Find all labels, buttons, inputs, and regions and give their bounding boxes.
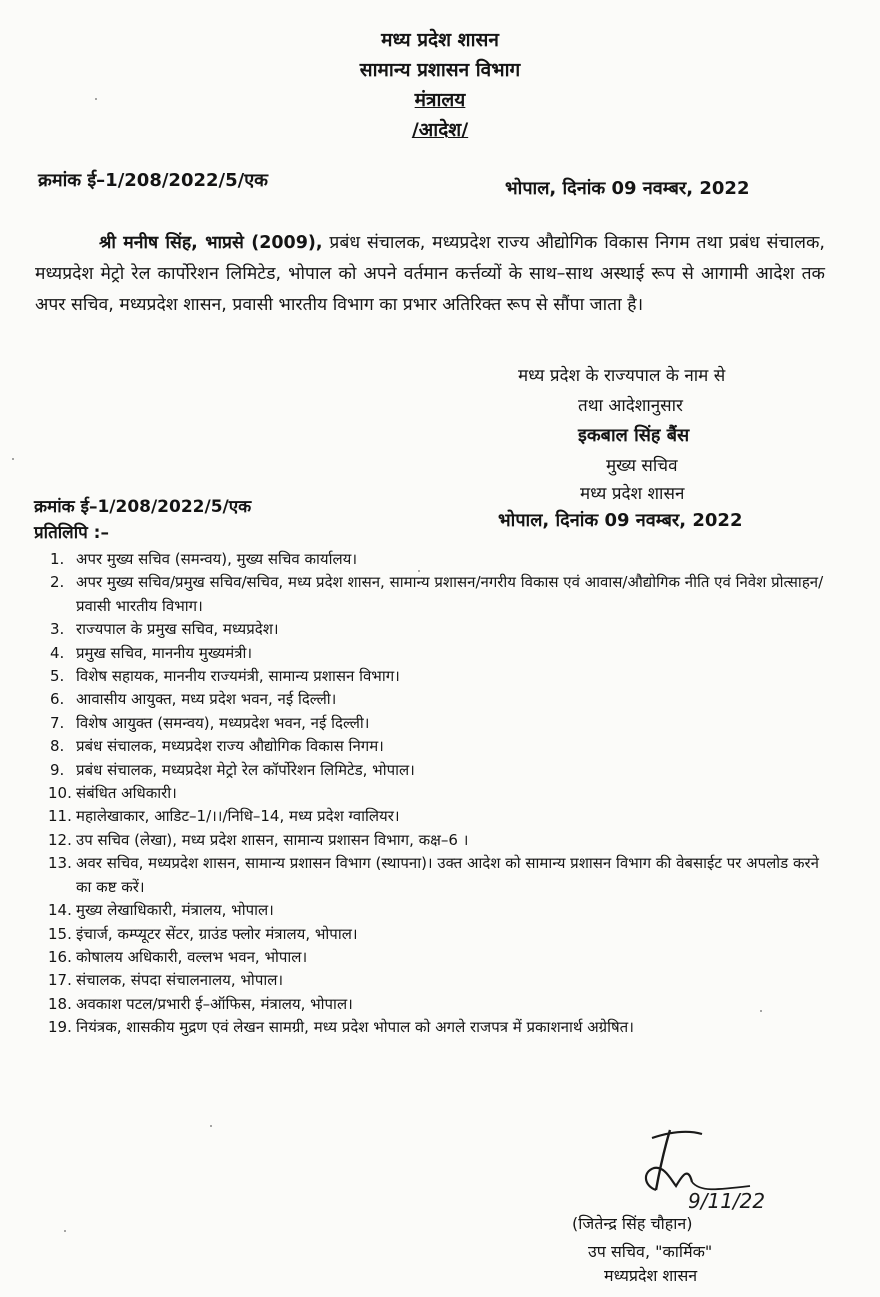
signatory-designation: उप सचिव, "कार्मिक" — [588, 1242, 713, 1261]
order-date: भोपाल, दिनांक 09 नवम्बर, 2022 — [505, 178, 750, 199]
copy-item-text: प्रबंध संचालक, मध्यप्रदेश राज्य औद्योगिक विकास निगम। — [76, 737, 384, 756]
copy-list-item — [38, 688, 828, 711]
scan-speck — [64, 1230, 66, 1232]
copy-list-item — [38, 805, 828, 828]
copy-list-item — [38, 829, 828, 852]
scan-speck — [12, 458, 14, 460]
department-heading: सामान्य प्रशासन विभाग — [359, 59, 521, 81]
copy-item-text: मुख्य लेखाधिकारी, मंत्रालय, भोपाल। — [76, 901, 274, 920]
government-heading: मध्य प्रदेश शासन — [381, 29, 499, 51]
copy-item-text: अपर मुख्य सचिव (समन्वय), मुख्य सचिव कार्यालय। — [76, 550, 358, 568]
copy-item-number: 16. — [48, 947, 72, 966]
copy-item-number: 1. — [50, 550, 65, 568]
signatory-name: (जितेन्द्र सिंह चौहान) — [572, 1214, 693, 1233]
copy-item-text: अपर मुख्य सचिव/प्रमुख सचिव/सचिव, मध्य प्रदेश शासन, सामान्य प्रशासन/नगरीय विकास एवं आवास/औद्योगिक नीति एवं निवेश प्रोत्साहन/प्रवासी भारतीय विभाग। — [76, 573, 824, 615]
scan-speck — [760, 1010, 762, 1012]
copy-item-number: 5. — [50, 667, 65, 686]
order-number: क्रमांक ई–1/208/2022/5/एक — [38, 170, 268, 191]
copy-list-item — [38, 946, 828, 969]
copy-item-number: 18. — [48, 994, 72, 1013]
chief-secretary-name: इकबाल सिंह बैंस — [578, 425, 690, 446]
authority-line-2: तथा आदेशानुसार — [578, 396, 684, 416]
copy-item-text: अवर सचिव, मध्यप्रदेश शासन, सामान्य प्रशासन विभाग (स्थापना)। उक्त आदेश को सामान्य प्रशासन विभाग की वेबसाईट पर अपलोड करने का कष्ट करें। — [76, 854, 819, 896]
copy-item-text: इंचार्ज, कम्प्यूटर सेंटर, ग्राउंड फ्लोर मंत्रालय, भोपाल। — [76, 924, 358, 943]
copy-item-text: प्रमुख सचिव, माननीय मुख्यमंत्री। — [76, 643, 253, 662]
copy-item-number: 10. — [48, 784, 72, 803]
copy-item-text: कोषालय अधिकारी, वल्लभ भवन, भोपाल। — [76, 947, 308, 966]
scan-speck — [418, 570, 420, 572]
copy-heading: प्रतिलिपि :– — [34, 523, 109, 543]
scan-speck — [210, 1125, 212, 1127]
ministry-heading: मंत्रालय — [414, 89, 466, 111]
copy-list-item — [38, 571, 828, 618]
chief-secretary-office: मध्य प्रदेश शासन — [580, 484, 685, 504]
copy-item-number: 2. — [50, 573, 65, 592]
copy-item-text: महालेखाकार, आडिट–1/।।/निधि–14, मध्य प्रदेश ग्वालियर। — [76, 807, 400, 826]
authority-line-1: मध्य प्रदेश के राज्यपाल के नाम से — [518, 366, 726, 386]
copy-item-text: नियंत्रक, शासकीय मुद्रण एवं लेखन सामग्री, मध्य प्रदेश भोपाल को अगले राजपत्र में प्रकाशनार्थ अग्रेषित। — [76, 1018, 634, 1037]
copy-item-number: 14. — [48, 901, 72, 920]
copy-list-item — [38, 899, 828, 922]
copy-list-item — [38, 759, 828, 782]
copy-date: भोपाल, दिनांक 09 नवम्बर, 2022 — [498, 510, 743, 531]
copy-item-number: 17. — [48, 971, 72, 990]
copy-item-text: आवासीय आयुक्त, मध्य प्रदेश भवन, नई दिल्ली। — [76, 690, 337, 709]
copy-item-number: 4. — [50, 643, 65, 662]
copy-list — [38, 548, 828, 1040]
copy-item-text: संचालक, संपदा संचालनालय, भोपाल। — [76, 971, 284, 990]
copy-item-number: 13. — [48, 854, 72, 873]
copy-list-item — [38, 642, 828, 665]
copy-list-item — [38, 993, 828, 1016]
copy-list-item — [38, 618, 828, 641]
copy-item-text: अवकाश पटल/प्रभारी ई–ऑफिस, मंत्रालय, भोपाल। — [76, 994, 353, 1013]
copy-item-text: विशेष सहायक, माननीय राज्यमंत्री, सामान्य प्रशासन विभाग। — [76, 667, 400, 686]
copy-item-number: 12. — [48, 830, 72, 849]
copy-list-item — [38, 735, 828, 758]
copy-list-item — [38, 665, 828, 688]
officer-name: श्री मनीष सिंह, भाप्रसे (2009), — [99, 233, 323, 253]
copy-item-text: संबंधित अधिकारी। — [76, 784, 177, 803]
copy-list-item — [38, 923, 828, 946]
copy-item-number: 9. — [50, 760, 65, 779]
copy-item-number: 8. — [50, 737, 65, 756]
order-body-text: प्रबंध संचालक, मध्यप्रदेश राज्य औद्योगिक विकास निगम तथा प्रबंध संचालक, मध्यप्रदेश मेट्रो रेल कार्पोरेशन लिमिटेड, भोपाल को अपने वर्तमान कर्त्तव्यों के साथ–साथ अस्थाई रूप से आगामी आदेश तक अपर सचिव, मध्यप्रदेश शासन, प्रवासी भारतीय विभाग का प्रभार अतिरिक्त रूप से सौंपा जाता है। — [35, 233, 825, 315]
copy-list-item — [38, 969, 828, 992]
copy-list-item — [38, 782, 828, 805]
signature-date: 9/11/22 — [688, 1189, 766, 1213]
copy-list-item — [38, 712, 828, 735]
copy-number: क्रमांक ई–1/208/2022/5/एक — [34, 497, 252, 517]
copy-list-item — [38, 852, 828, 899]
copy-item-number: 3. — [50, 620, 65, 639]
copy-item-number: 6. — [50, 690, 65, 709]
copy-item-text: राज्यपाल के प्रमुख सचिव, मध्यप्रदेश। — [76, 620, 279, 639]
copy-item-number: 15. — [48, 924, 72, 943]
copy-list-item — [38, 548, 828, 571]
copy-item-text: विशेष आयुक्त (समन्वय), मध्यप्रदेश भवन, नई दिल्ली। — [76, 713, 370, 732]
copy-item-number: 19. — [48, 1018, 72, 1037]
order-body — [35, 228, 825, 321]
scan-speck — [95, 98, 97, 100]
copy-item-number: 7. — [50, 713, 65, 732]
copy-list-item — [38, 1016, 828, 1039]
order-title: /आदेश/ — [411, 119, 469, 141]
handwritten-signature — [630, 1120, 770, 1220]
copy-item-number: 11. — [48, 807, 72, 826]
copy-item-text: प्रबंध संचालक, मध्यप्रदेश मेट्रो रेल कॉर्पोरेशन लिमिटेड, भोपाल। — [76, 760, 415, 779]
signatory-office: मध्यप्रदेश शासन — [604, 1266, 698, 1285]
copy-item-text: उप सचिव (लेखा), मध्य प्रदेश शासन, सामान्य प्रशासन विभाग, कक्ष–6 । — [76, 830, 469, 849]
chief-secretary-designation: मुख्य सचिव — [606, 456, 678, 476]
